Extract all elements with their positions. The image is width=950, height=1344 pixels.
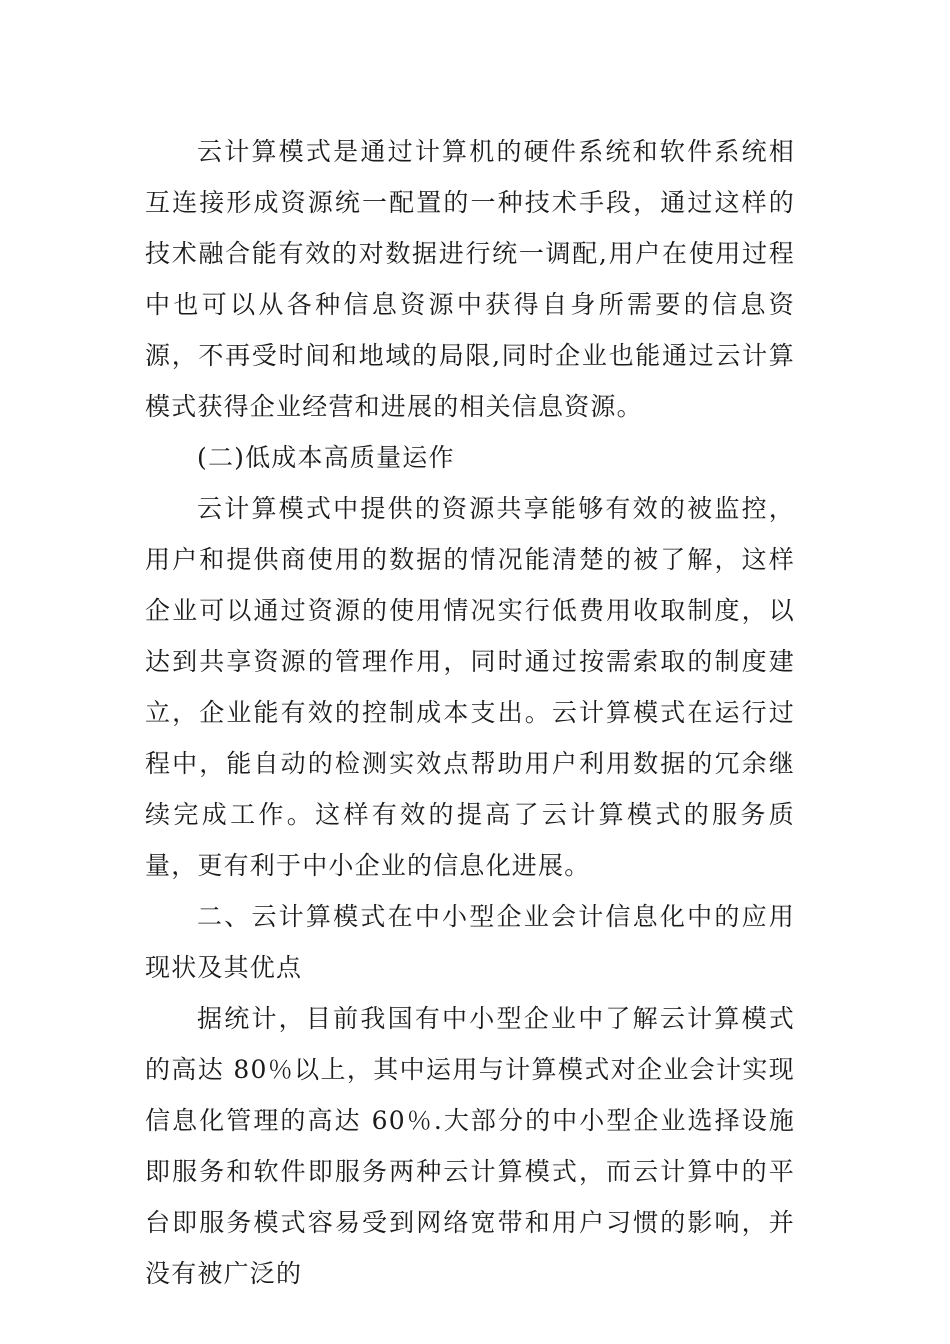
paragraph-statistics: 据统计，目前我国有中小型企业中了解云计算模式的高达 80％以上，其中运用与计算模式对企业会计实现信息化管理的高达 60％.大部分的中小型企业选择设施即服务和软件即服务两种云计算模式，而云计算中的平台即服务模式容易受到网络宽带和用户习惯的影响，并没有被广泛的: [145, 1004, 795, 1288]
paragraph-resource-sharing: 云计算模式中提供的资源共享能够有效的被监控，用户和提供商使用的数据的情况能清楚的被了解，这样企业可以通过资源的使用情况实行低费用收取制度，以达到共享资源的管理作用，同时通过按需索取的制度建立，企业能有效的控制成本支出。云计算模式在运行过程中，能自动的检测实效点帮助用户利用数据的冗余继续完成工作。这样有效的提高了云计算模式的服务质量，更有利于中小企业的信息化进展。: [145, 494, 795, 880]
document-body: [145, 126, 795, 1299]
section-heading-low-cost-high-quality: (二)低成本高质量运作: [197, 443, 455, 472]
section-heading-application-status: 二、云计算模式在中小型企业会计信息化中的应用现状及其优点: [145, 902, 795, 982]
paragraph-cloud-computing-definition: 云计算模式是通过计算机的硬件系统和软件系统相互连接形成资源统一配置的一种技术手段，通过这样的技术融合能有效的对数据进行统一调配,用户在使用过程中也可以从各种信息资源中获得自身所需要的信息资源，不再受时间和地域的局限,同时企业也能通过云计算模式获得企业经营和进展的相关信息资源。: [145, 137, 795, 421]
